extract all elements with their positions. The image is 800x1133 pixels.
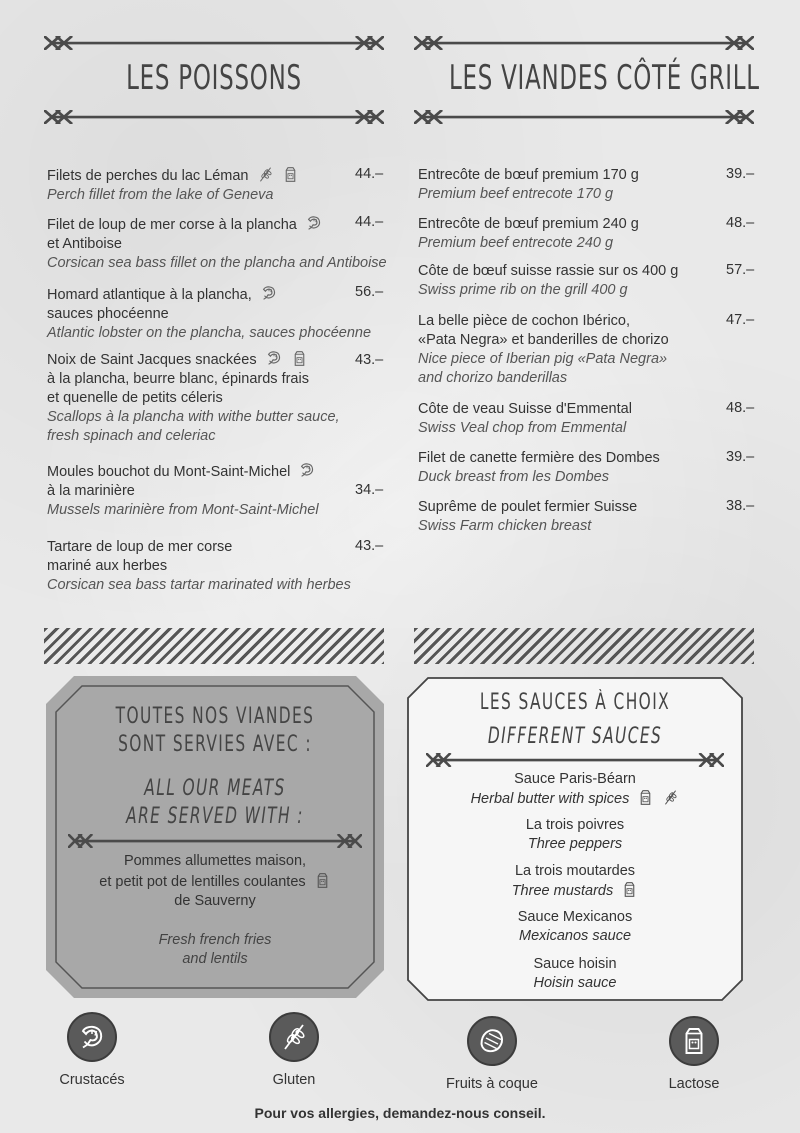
shrimp-icon <box>77 1022 107 1052</box>
fish-top-divider <box>44 36 384 50</box>
allergen-crustaces <box>32 1012 152 1088</box>
fish-bottom-divider <box>44 110 384 124</box>
sauce-3-en: Three mustards <box>511 883 614 899</box>
sauce-4-en: Mexicanos sauce <box>518 928 632 944</box>
fish-title: LES POISSONS <box>126 58 302 98</box>
meat-item-5 <box>418 400 718 438</box>
left-hatch-band <box>44 628 384 664</box>
milk-icon <box>314 872 331 889</box>
fish-item-5-fr2: à la marinière <box>47 483 135 499</box>
fish-item-3 <box>47 284 377 343</box>
meat-item-3-price: 57.– <box>726 262 755 278</box>
fish-item-1 <box>47 166 367 205</box>
allergen-fruits-a-coque <box>432 1016 552 1092</box>
meat-item-5-en: Swiss Veal chop from Emmental <box>418 420 627 436</box>
meat-item-3 <box>418 262 718 300</box>
sides-title-3: ALL OUR MEATS <box>144 776 286 801</box>
meat-item-1-fr: Entrecôte de bœuf premium 170 g <box>418 167 639 183</box>
shrimp-icon <box>260 284 278 302</box>
fish-item-4-fr3: et quenelle de petits céleris <box>47 390 223 406</box>
sauces-title-1: LES SAUCES À CHOIX <box>479 690 671 715</box>
sauce-2-fr: La trois poivres <box>525 817 625 833</box>
fish-item-6 <box>47 538 377 595</box>
meats-title: LES VIANDES CÔTÉ GRILL <box>449 58 760 98</box>
milk-icon <box>621 881 638 898</box>
sides-divider <box>68 834 362 848</box>
fish-item-4-en2: fresh spinach and celeriac <box>47 428 216 444</box>
wheat-icon <box>662 789 679 806</box>
meat-item-6-en: Duck breast from les Dombes <box>418 469 609 485</box>
meats-top-divider <box>414 36 754 50</box>
fish-item-4-fr2: à la plancha, beurre blanc, épinards frais <box>47 371 309 387</box>
meat-item-4-en2: and chorizo banderillas <box>418 370 568 386</box>
milk-icon <box>291 350 308 367</box>
fish-item-3-fr1: Homard atlantique à la plancha, <box>47 287 252 303</box>
meat-item-4-fr1: La belle pièce de cochon Ibérico, <box>418 313 631 329</box>
meat-item-3-fr: Côte de bœuf suisse rassie sur os 400 g <box>418 263 679 279</box>
meat-item-4-en1: Nice piece of Iberian pig «Pata Negra» <box>418 351 668 367</box>
fish-item-3-price: 56.– <box>355 284 384 300</box>
milk-icon <box>679 1026 709 1056</box>
shrimp-icon <box>305 214 323 232</box>
meat-item-1 <box>418 166 718 204</box>
sauces-box <box>406 676 744 1000</box>
fish-item-1-price: 44.– <box>355 166 384 182</box>
sauce-2-en: Three peppers <box>527 836 623 852</box>
allergen-gluten <box>234 1012 354 1088</box>
shrimp-icon <box>298 461 316 479</box>
meat-item-4-price: 47.– <box>726 312 755 328</box>
fish-item-5-price: 34.– <box>355 482 384 498</box>
sides-fr-3: de Sauverny <box>174 893 256 909</box>
allergen-label: Gluten <box>272 1072 316 1088</box>
meat-item-5-fr: Côte de veau Suisse d'Emmental <box>418 401 632 417</box>
fish-item-1-en: Perch fillet from the lake of Geneva <box>47 187 274 203</box>
wheat-icon <box>279 1022 309 1052</box>
sauce-4-fr: Sauce Mexicanos <box>517 909 633 925</box>
fish-item-6-price: 43.– <box>355 538 384 554</box>
milk-icon <box>282 166 299 183</box>
meat-item-7-fr: Suprême de poulet fermier Suisse <box>418 499 638 515</box>
fish-item-4 <box>47 349 377 446</box>
milk-icon <box>637 789 654 806</box>
meat-item-5-price: 48.– <box>726 400 755 416</box>
sides-title-4: ARE SERVED WITH : <box>126 804 304 829</box>
fish-item-2 <box>47 214 387 273</box>
meat-item-6-fr: Filet de canette fermière des Dombes <box>418 450 660 466</box>
fish-item-2-en: Corsican sea bass fillet on the plancha and Antiboise <box>47 255 387 271</box>
fish-item-6-en: Corsican sea bass tartar marinated with herbes <box>47 577 351 593</box>
fish-item-1-fr: Filets de perches du lac Léman <box>47 168 249 184</box>
wheat-icon <box>257 166 274 183</box>
sides-en-2: and lentils <box>182 951 248 967</box>
allergen-label: Fruits à coque <box>446 1076 538 1092</box>
allergy-footer: Pour vos allergies, demandez-nous conseil. <box>254 1105 546 1121</box>
sauces-title-2: DIFFERENT SAUCES <box>487 724 663 749</box>
fish-item-5-en: Mussels marinière from Mont-Saint-Michel <box>47 502 319 518</box>
fish-item-5-fr1: Moules bouchot du Mont-Saint-Michel <box>47 464 291 480</box>
sides-title-2: SONT SERVIES AVEC : <box>118 732 312 757</box>
meat-item-2 <box>418 215 718 253</box>
meat-item-2-price: 48.– <box>726 215 755 231</box>
meat-item-2-en: Premium beef entrecote 240 g <box>418 235 614 251</box>
fish-item-2-price: 44.– <box>355 214 384 230</box>
allergen-label: Crustacés <box>59 1072 125 1088</box>
meat-item-7-price: 38.– <box>726 498 755 514</box>
fish-item-6-fr1: Tartare de loup de mer corse <box>47 539 233 555</box>
sauces-divider <box>426 753 724 767</box>
meat-item-7-en: Swiss Farm chicken breast <box>418 518 592 534</box>
sauce-3-fr: La trois moutardes <box>514 863 636 879</box>
meat-item-6 <box>418 449 718 487</box>
fish-item-2-fr2: et Antiboise <box>47 236 122 252</box>
allergen-label: Lactose <box>668 1076 720 1092</box>
meat-item-4-fr2: «Pata Negra» et banderilles de chorizo <box>418 332 669 348</box>
sauce-5-en: Hoisin sauce <box>533 975 617 991</box>
fish-item-4-en1: Scallops à la plancha with withe butter sauce, <box>47 409 340 425</box>
fish-item-4-price: 43.– <box>355 352 384 368</box>
sides-fr-1: Pommes allumettes maison, <box>123 853 307 869</box>
fish-item-4-fr1: Noix de Saint Jacques snackées <box>47 352 257 368</box>
meat-item-1-en: Premium beef entrecote 170 g <box>418 186 614 202</box>
sauce-1-fr: Sauce Paris-Béarn <box>514 771 636 787</box>
meat-item-3-en: Swiss prime rib on the grill 400 g <box>418 282 628 298</box>
meat-item-7 <box>418 498 718 536</box>
fish-item-6-fr2: mariné aux herbes <box>47 558 168 574</box>
sides-title-1: TOUTES NOS VIANDES <box>115 704 315 729</box>
allergen-lactose <box>634 1016 754 1092</box>
meat-item-4 <box>418 312 718 388</box>
sides-box-content <box>58 688 372 986</box>
right-hatch-band <box>414 628 754 664</box>
shrimp-icon <box>265 349 283 367</box>
nut-icon <box>477 1026 507 1056</box>
meat-item-2-fr: Entrecôte de bœuf premium 240 g <box>418 216 639 232</box>
fish-item-2-fr1: Filet de loup de mer corse à la plancha <box>47 217 297 233</box>
sides-fr-2: et petit pot de lentilles coulantes <box>99 874 306 890</box>
fish-item-3-fr2: sauces phocéenne <box>47 306 169 322</box>
fish-item-5 <box>47 461 377 520</box>
sauce-5-fr: Sauce hoisin <box>533 956 617 972</box>
meat-item-6-price: 39.– <box>726 449 755 465</box>
sauce-1-en: Herbal butter with spices <box>470 791 630 807</box>
fish-item-3-en: Atlantic lobster on the plancha, sauces phocéenne <box>47 325 372 341</box>
meats-bottom-divider <box>414 110 754 124</box>
sides-en-1: Fresh french fries <box>158 932 272 948</box>
meat-item-1-price: 39.– <box>726 166 755 182</box>
